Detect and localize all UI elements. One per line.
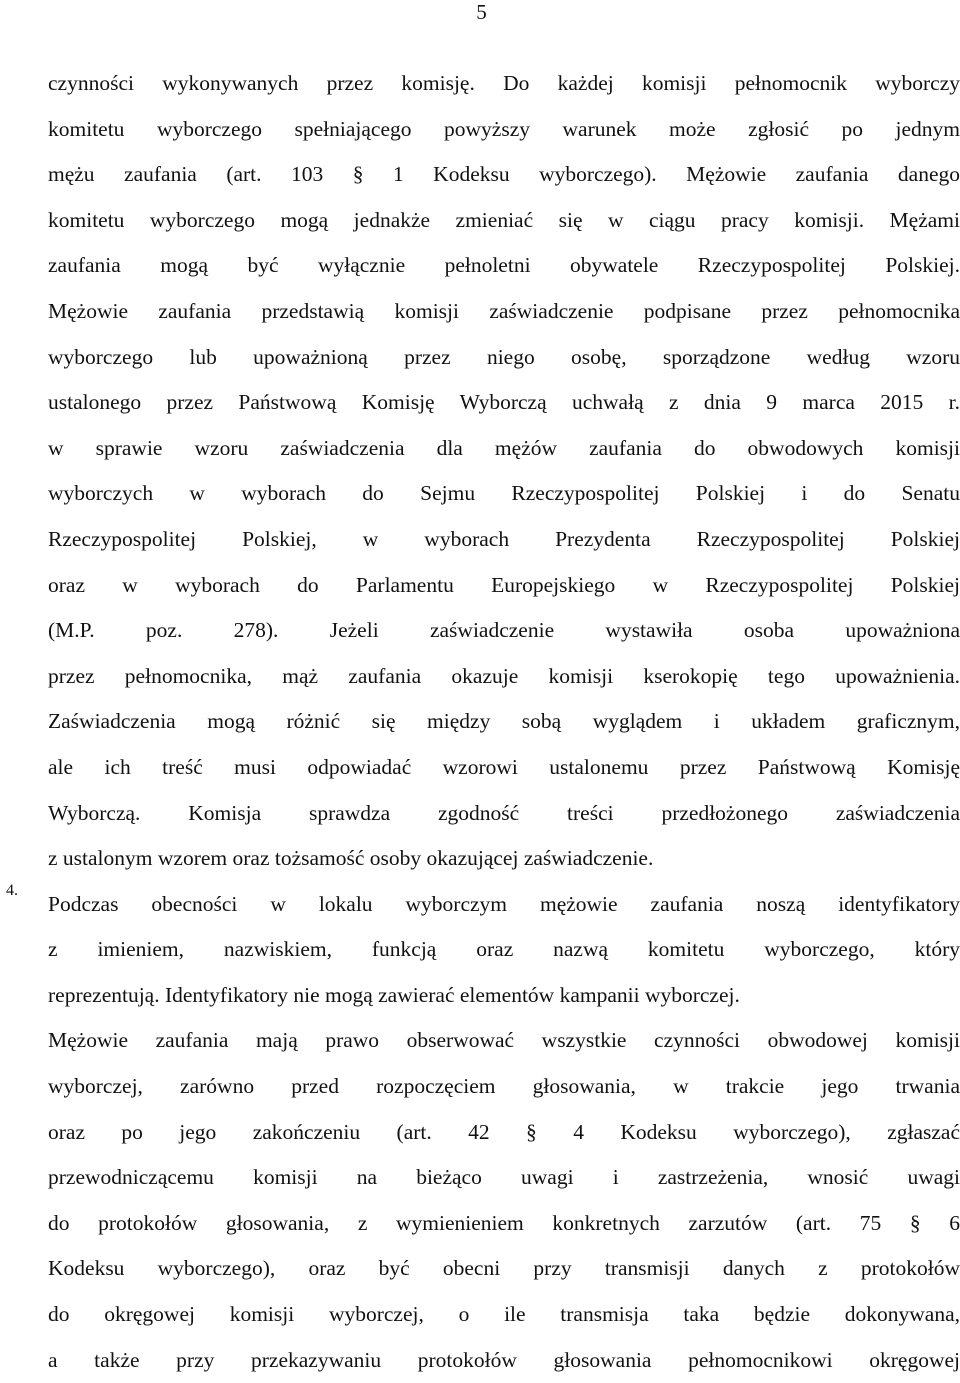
text-line: czynności wykonywanych przez komisję. Do każdej komisji pełnomocnik wyborczy [48, 71, 960, 95]
text-line: Wyborczą. Komisja sprawdza zgodność treści przedłożonego zaświadczenia [48, 800, 960, 825]
text-line: Zaświadczenia mogą różnić się między sobą wyglądem i układem graficznym, [48, 709, 960, 734]
text-line: wyborczej, zarówno przed rozpoczęciem głosowania, w trakcie jego trwania [48, 1074, 960, 1099]
text-line: zaufania mogą być wyłącznie pełnoletni obywatele Rzeczypospolitej Polskiej. [48, 253, 960, 278]
text-line: oraz w wyborach do Parlamentu Europejskiego w Rzeczypospolitej Polskiej [48, 572, 960, 597]
text-line: wyborczych w wyborach do Sejmu Rzeczypospolitej Polskiej i do Senatu [48, 481, 960, 506]
text-line: a także przy przekazywaniu protokołów głosowania pełnomocnikowi okręgowej [48, 1347, 960, 1372]
text-line: Mężowie zaufania przedstawią komisji zaświadczenie podpisane przez pełnomocnika [48, 298, 960, 323]
text-line: w sprawie wzoru zaświadczenia dla mężów zaufania do obwodowych komisji [48, 435, 960, 460]
text-line: (M.P. poz. 278). Jeżeli zaświadczenie wystawiła osoba upoważniona [48, 618, 960, 643]
document-body [6, 61, 960, 1383]
text-line: Podczas obecności w lokalu wyborczym mężowie zaufania noszą identyfikatory [48, 891, 960, 916]
text-line: reprezentują. Identyfikatory nie mogą zawierać elementów kampanii wyborczej. [48, 982, 740, 1007]
text-line: przez pełnomocnika, mąż zaufania okazuje komisji kserokopię tego upoważnienia. [48, 663, 960, 688]
item-number: 4. [6, 881, 18, 899]
text-line: z imieniem, nazwiskiem, funkcją oraz nazwą komitetu wyborczego, który [48, 937, 960, 962]
text-line: wyborczego lub upoważnioną przez niego osobę, sporządzone według wzoru [48, 344, 960, 369]
text-line: ustalonego przez Państwową Komisję Wyborczą uchwałą z dnia 9 marca 2015 r. [48, 390, 960, 415]
text-line: ale ich treść musi odpowiadać wzorowi ustalonemu przez Państwową Komisję [48, 754, 960, 779]
text-line: komitetu wyborczego spełniającego powyższy warunek może zgłosić po jednym [48, 116, 960, 141]
text-line: komitetu wyborczego mogą jednakże zmieniać się w ciągu pracy komisji. Mężami [48, 207, 960, 232]
text-line: oraz po jego zakończeniu (art. 42 § 4 Kodeksu wyborczego), zgłaszać [48, 1119, 960, 1144]
text-line: z ustalonym wzorem oraz tożsamość osoby okazującej zaświadczenie. [48, 846, 654, 871]
text-line: do protokołów głosowania, z wymienieniem konkretnych zarzutów (art. 75 § 6 [48, 1210, 960, 1235]
paragraph-continuation [48, 61, 960, 882]
text-line: Mężowie zaufania mają prawo obserwować wszystkie czynności obwodowej komisji [48, 1028, 960, 1053]
text-line: przewodniczącemu komisji na bieżąco uwagi i zastrzeżenia, wnosić uwagi [48, 1165, 960, 1190]
page-number: 5 [476, 0, 487, 24]
text-line: do okręgowej komisji wyborczej, o ile transmisja taka będzie dokonywana, [48, 1302, 960, 1327]
numbered-item-4 [6, 881, 960, 1383]
text-line: Rzeczypospolitej Polskiej, w wyborach Prezydenta Rzeczypospolitej Polskiej [48, 526, 960, 551]
text-line: mężu zaufania (art. 103 § 1 Kodeksu wyborczego). Mężowie zaufania danego [48, 162, 960, 187]
text-line: Kodeksu wyborczego), oraz być obecni przy transmisji danych z protokołów [48, 1256, 960, 1281]
